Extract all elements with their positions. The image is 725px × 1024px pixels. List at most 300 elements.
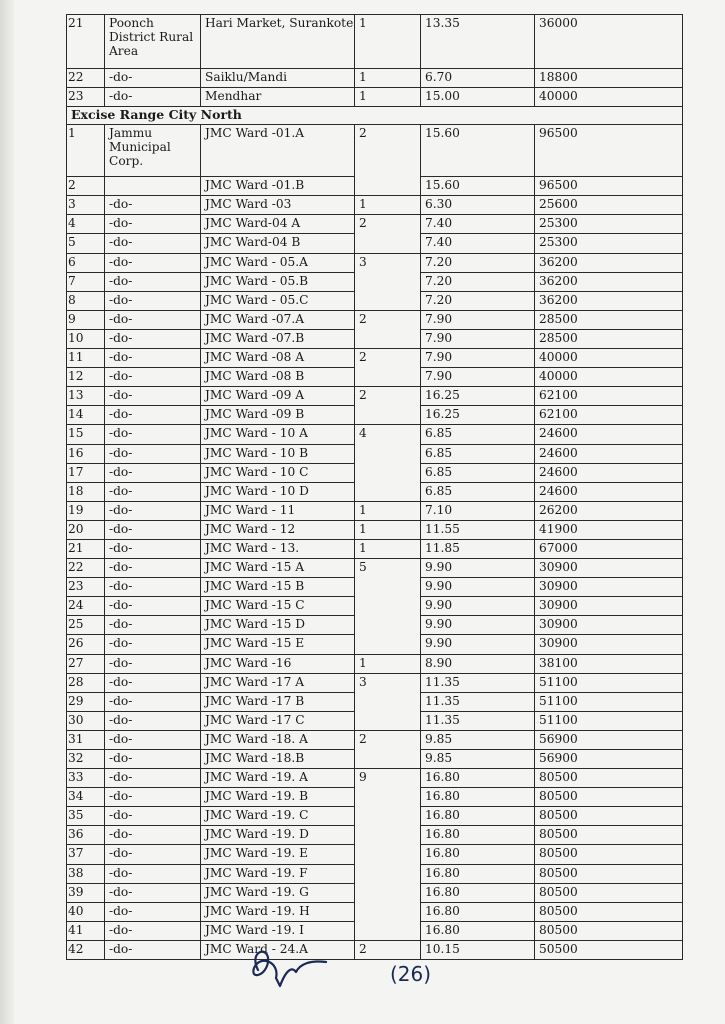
fee-cell: 62100 [535, 406, 683, 425]
location-cell: JMC Ward - 05.A [201, 253, 355, 272]
serial-number: 21 [67, 539, 105, 558]
count-cell [355, 750, 421, 769]
count-cell: 3 [355, 253, 421, 272]
location-cell: JMC Ward -15 D [201, 616, 355, 635]
serial-number: 9 [67, 310, 105, 329]
district-cell: -do- [105, 539, 201, 558]
fee-cell: 50500 [535, 940, 683, 959]
table-row [67, 234, 683, 253]
location-cell: JMC Ward - 05.B [201, 272, 355, 291]
value-cell: 9.85 [421, 730, 535, 749]
table-row [67, 788, 683, 807]
serial-number: 33 [67, 769, 105, 788]
fee-cell: 30900 [535, 559, 683, 578]
serial-number: 28 [67, 673, 105, 692]
location-cell: JMC Ward -19. I [201, 921, 355, 940]
value-cell: 9.90 [421, 635, 535, 654]
serial-number: 40 [67, 902, 105, 921]
count-cell: 2 [355, 125, 421, 177]
table-row [67, 616, 683, 635]
district-cell: -do- [105, 902, 201, 921]
table-row [67, 406, 683, 425]
count-cell: 1 [355, 69, 421, 88]
count-cell [355, 368, 421, 387]
fee-cell: 62100 [535, 387, 683, 406]
fee-cell: 36200 [535, 253, 683, 272]
count-cell [355, 902, 421, 921]
value-cell: 16.80 [421, 921, 535, 940]
fee-cell: 80500 [535, 769, 683, 788]
value-cell: 7.90 [421, 310, 535, 329]
fee-cell: 24600 [535, 463, 683, 482]
count-cell [355, 921, 421, 940]
value-cell: 9.90 [421, 578, 535, 597]
count-cell: 5 [355, 559, 421, 578]
fee-cell: 30900 [535, 635, 683, 654]
table-row [67, 69, 683, 88]
serial-number: 29 [67, 692, 105, 711]
count-cell: 1 [355, 501, 421, 520]
fee-cell: 80500 [535, 902, 683, 921]
district-cell: -do- [105, 501, 201, 520]
fee-cell: 24600 [535, 444, 683, 463]
value-cell: 16.80 [421, 788, 535, 807]
fee-cell: 80500 [535, 921, 683, 940]
district-cell: -do- [105, 310, 201, 329]
location-cell: JMC Ward -09 A [201, 387, 355, 406]
serial-number: 31 [67, 730, 105, 749]
serial-number: 23 [67, 578, 105, 597]
district-cell: -do- [105, 788, 201, 807]
count-cell: 1 [355, 539, 421, 558]
serial-number: 1 [67, 125, 105, 177]
fee-cell: 18800 [535, 69, 683, 88]
fee-cell: 24600 [535, 482, 683, 501]
table-row [67, 463, 683, 482]
value-cell: 16.80 [421, 864, 535, 883]
value-cell: 6.85 [421, 444, 535, 463]
table-row [67, 711, 683, 730]
count-cell [355, 234, 421, 253]
fee-cell: 28500 [535, 329, 683, 348]
serial-number: 22 [67, 559, 105, 578]
table-row [67, 196, 683, 215]
fee-cell: 30900 [535, 578, 683, 597]
location-cell: JMC Ward - 24.A [201, 940, 355, 959]
table-row [67, 387, 683, 406]
district-cell: -do- [105, 520, 201, 539]
count-cell: 3 [355, 673, 421, 692]
fee-cell: 25300 [535, 234, 683, 253]
table-row [67, 673, 683, 692]
table-row [67, 807, 683, 826]
fee-cell: 36200 [535, 272, 683, 291]
value-cell: 7.90 [421, 368, 535, 387]
section-title: Excise Range City North [67, 107, 683, 125]
value-cell: 7.20 [421, 291, 535, 310]
location-cell: JMC Ward -07.A [201, 310, 355, 329]
table-row [67, 902, 683, 921]
value-cell: 10.15 [421, 940, 535, 959]
value-cell: 11.85 [421, 539, 535, 558]
fee-cell: 38100 [535, 654, 683, 673]
serial-number: 5 [67, 234, 105, 253]
table-row [67, 883, 683, 902]
location-cell: JMC Ward -16 [201, 654, 355, 673]
count-cell [355, 635, 421, 654]
location-cell: JMC Ward -03 [201, 196, 355, 215]
count-cell [355, 444, 421, 463]
value-cell: 16.80 [421, 826, 535, 845]
district-cell: -do- [105, 482, 201, 501]
serial-number: 7 [67, 272, 105, 291]
serial-number: 3 [67, 196, 105, 215]
fee-cell: 51100 [535, 673, 683, 692]
district-cell: -do- [105, 425, 201, 444]
fee-cell: 56900 [535, 750, 683, 769]
section-row [67, 107, 683, 125]
district-cell: -do- [105, 692, 201, 711]
value-cell: 15.00 [421, 88, 535, 107]
location-cell: JMC Ward -18.B [201, 750, 355, 769]
fee-cell: 40000 [535, 368, 683, 387]
district-cell: Jammu Municipal Corp. [105, 125, 201, 177]
location-cell: JMC Ward - 05.C [201, 291, 355, 310]
count-cell [355, 845, 421, 864]
serial-number: 15 [67, 425, 105, 444]
table-row [67, 482, 683, 501]
count-cell [355, 692, 421, 711]
table-row [67, 597, 683, 616]
location-cell: JMC Ward -19. E [201, 845, 355, 864]
value-cell: 7.40 [421, 215, 535, 234]
serial-number: 24 [67, 597, 105, 616]
fee-cell: 25300 [535, 215, 683, 234]
serial-number: 6 [67, 253, 105, 272]
district-cell: -do- [105, 463, 201, 482]
fee-cell: 36200 [535, 291, 683, 310]
location-cell: JMC Ward - 13. [201, 539, 355, 558]
serial-number: 4 [67, 215, 105, 234]
district-cell: -do- [105, 921, 201, 940]
location-cell: JMC Ward -01.A [201, 125, 355, 177]
serial-number: 16 [67, 444, 105, 463]
value-cell: 15.60 [421, 177, 535, 196]
serial-number: 30 [67, 711, 105, 730]
value-cell: 9.90 [421, 616, 535, 635]
value-cell: 6.85 [421, 463, 535, 482]
location-cell: JMC Ward -19. H [201, 902, 355, 921]
district-cell: -do- [105, 215, 201, 234]
district-cell: -do- [105, 234, 201, 253]
location-cell: JMC Ward -17 C [201, 711, 355, 730]
fee-cell: 28500 [535, 310, 683, 329]
table-row [67, 501, 683, 520]
table-row [67, 730, 683, 749]
district-cell: -do- [105, 750, 201, 769]
count-cell: 9 [355, 769, 421, 788]
serial-number: 36 [67, 826, 105, 845]
district-cell: -do- [105, 826, 201, 845]
serial-number: 19 [67, 501, 105, 520]
fee-cell: 80500 [535, 845, 683, 864]
location-cell: JMC Ward -19. A [201, 769, 355, 788]
location-cell: JMC Ward-04 B [201, 234, 355, 253]
table-row [67, 692, 683, 711]
district-cell: -do- [105, 387, 201, 406]
value-cell: 16.80 [421, 769, 535, 788]
location-cell: JMC Ward -15 C [201, 597, 355, 616]
location-cell: JMC Ward -18. A [201, 730, 355, 749]
table-row [67, 654, 683, 673]
serial-number: 18 [67, 482, 105, 501]
value-cell: 9.90 [421, 597, 535, 616]
table-row [67, 559, 683, 578]
value-cell: 6.85 [421, 482, 535, 501]
district-cell: -do- [105, 883, 201, 902]
count-cell: 2 [355, 310, 421, 329]
count-cell [355, 406, 421, 425]
district-cell: -do- [105, 769, 201, 788]
serial-number: 41 [67, 921, 105, 940]
fee-cell: 41900 [535, 520, 683, 539]
count-cell [355, 711, 421, 730]
value-cell: 9.85 [421, 750, 535, 769]
value-cell: 6.30 [421, 196, 535, 215]
fee-cell: 80500 [535, 864, 683, 883]
table-row [67, 272, 683, 291]
table-row [67, 769, 683, 788]
value-cell: 16.80 [421, 883, 535, 902]
count-cell: 1 [355, 88, 421, 107]
serial-number: 27 [67, 654, 105, 673]
value-cell: 16.25 [421, 387, 535, 406]
value-cell: 15.60 [421, 125, 535, 177]
location-cell: Mendhar [201, 88, 355, 107]
count-cell [355, 826, 421, 845]
location-cell: JMC Ward -08 A [201, 349, 355, 368]
location-cell: JMC Ward -17 B [201, 692, 355, 711]
location-cell: JMC Ward -01.B [201, 177, 355, 196]
serial-number: 2 [67, 177, 105, 196]
district-cell: -do- [105, 329, 201, 348]
table-row [67, 425, 683, 444]
table-row [67, 125, 683, 177]
count-cell: 2 [355, 387, 421, 406]
value-cell: 11.35 [421, 692, 535, 711]
district-cell: -do- [105, 616, 201, 635]
fee-cell: 80500 [535, 883, 683, 902]
count-cell [355, 463, 421, 482]
table-row [67, 177, 683, 196]
count-cell [355, 272, 421, 291]
value-cell: 7.20 [421, 253, 535, 272]
count-cell [355, 291, 421, 310]
page-edge [0, 0, 14, 1024]
fee-cell: 80500 [535, 807, 683, 826]
serial-number: 38 [67, 864, 105, 883]
location-cell: JMC Ward-04 A [201, 215, 355, 234]
fee-cell: 80500 [535, 826, 683, 845]
location-cell: JMC Ward - 12 [201, 520, 355, 539]
value-cell: 7.20 [421, 272, 535, 291]
serial-number: 11 [67, 349, 105, 368]
serial-number: 39 [67, 883, 105, 902]
table-row [67, 750, 683, 769]
count-cell: 4 [355, 425, 421, 444]
district-cell: -do- [105, 654, 201, 673]
count-cell [355, 597, 421, 616]
count-cell [355, 883, 421, 902]
fee-cell: 56900 [535, 730, 683, 749]
value-cell: 11.35 [421, 711, 535, 730]
serial-number: 22 [67, 69, 105, 88]
district-cell: -do- [105, 711, 201, 730]
table-row [67, 578, 683, 597]
value-cell: 7.90 [421, 329, 535, 348]
value-cell: 6.85 [421, 425, 535, 444]
count-cell [355, 616, 421, 635]
table-row [67, 310, 683, 329]
serial-number: 42 [67, 940, 105, 959]
district-cell: -do- [105, 673, 201, 692]
table-row [67, 539, 683, 558]
count-cell [355, 788, 421, 807]
serial-number: 23 [67, 88, 105, 107]
location-cell: JMC Ward - 10 B [201, 444, 355, 463]
district-cell: -do- [105, 597, 201, 616]
district-cell [105, 177, 201, 196]
location-cell: Hari Market, Surankote [201, 15, 355, 69]
count-cell: 1 [355, 520, 421, 539]
count-cell: 1 [355, 15, 421, 69]
location-cell: JMC Ward - 10 C [201, 463, 355, 482]
serial-number: 17 [67, 463, 105, 482]
fee-cell: 36000 [535, 15, 683, 69]
fee-cell: 80500 [535, 788, 683, 807]
fee-cell: 26200 [535, 501, 683, 520]
fee-cell: 40000 [535, 349, 683, 368]
count-cell: 2 [355, 215, 421, 234]
value-cell: 11.55 [421, 520, 535, 539]
district-cell: -do- [105, 69, 201, 88]
fee-cell: 96500 [535, 125, 683, 177]
serial-number: 32 [67, 750, 105, 769]
location-cell: JMC Ward - 10 A [201, 425, 355, 444]
table-row [67, 444, 683, 463]
district-cell: -do- [105, 578, 201, 597]
district-cell: -do- [105, 196, 201, 215]
fee-cell: 96500 [535, 177, 683, 196]
count-cell [355, 578, 421, 597]
value-cell: 16.80 [421, 902, 535, 921]
location-cell: JMC Ward -19. C [201, 807, 355, 826]
serial-number: 14 [67, 406, 105, 425]
fee-cell: 51100 [535, 692, 683, 711]
location-cell: JMC Ward -19. F [201, 864, 355, 883]
table-row [67, 349, 683, 368]
page-number: (26) [390, 962, 432, 986]
location-cell: JMC Ward - 10 D [201, 482, 355, 501]
count-cell [355, 864, 421, 883]
value-cell: 16.25 [421, 406, 535, 425]
district-cell: -do- [105, 349, 201, 368]
value-cell: 6.70 [421, 69, 535, 88]
district-cell: -do- [105, 635, 201, 654]
serial-number: 35 [67, 807, 105, 826]
fee-cell: 40000 [535, 88, 683, 107]
district-cell: -do- [105, 88, 201, 107]
value-cell: 8.90 [421, 654, 535, 673]
serial-number: 26 [67, 635, 105, 654]
count-cell: 1 [355, 654, 421, 673]
count-cell: 2 [355, 349, 421, 368]
location-cell: JMC Ward -19. G [201, 883, 355, 902]
district-cell: -do- [105, 807, 201, 826]
district-cell: -do- [105, 253, 201, 272]
table-row [67, 215, 683, 234]
district-cell: -do- [105, 845, 201, 864]
table-row [67, 368, 683, 387]
table-row [67, 15, 683, 69]
value-cell: 11.35 [421, 673, 535, 692]
location-cell: JMC Ward -17 A [201, 673, 355, 692]
district-cell: -do- [105, 940, 201, 959]
serial-number: 13 [67, 387, 105, 406]
location-cell: JMC Ward -19. D [201, 826, 355, 845]
district-cell: -do- [105, 864, 201, 883]
count-cell [355, 177, 421, 196]
location-cell: JMC Ward -15 A [201, 559, 355, 578]
table-row [67, 291, 683, 310]
value-cell: 7.90 [421, 349, 535, 368]
count-cell [355, 807, 421, 826]
district-cell: -do- [105, 291, 201, 310]
location-cell: JMC Ward - 11 [201, 501, 355, 520]
location-cell: Saiklu/Mandi [201, 69, 355, 88]
value-cell: 16.80 [421, 845, 535, 864]
value-cell: 7.10 [421, 501, 535, 520]
table-row [67, 826, 683, 845]
count-cell: 2 [355, 730, 421, 749]
fee-cell: 24600 [535, 425, 683, 444]
serial-number: 37 [67, 845, 105, 864]
value-cell: 9.90 [421, 559, 535, 578]
location-cell: JMC Ward -15 E [201, 635, 355, 654]
fee-cell: 25600 [535, 196, 683, 215]
count-cell: 1 [355, 196, 421, 215]
fee-cell: 30900 [535, 597, 683, 616]
fee-cell: 51100 [535, 711, 683, 730]
table-row [67, 864, 683, 883]
district-cell: -do- [105, 272, 201, 291]
serial-number: 12 [67, 368, 105, 387]
district-cell: Poonch District Rural Area [105, 15, 201, 69]
table-row [67, 921, 683, 940]
value-cell: 16.80 [421, 807, 535, 826]
serial-number: 10 [67, 329, 105, 348]
table-row [67, 635, 683, 654]
fee-cell: 30900 [535, 616, 683, 635]
count-cell [355, 329, 421, 348]
serial-number: 34 [67, 788, 105, 807]
table-row [67, 253, 683, 272]
value-cell: 13.35 [421, 15, 535, 69]
signature-mark [240, 940, 330, 990]
location-cell: JMC Ward -08 B [201, 368, 355, 387]
serial-number: 21 [67, 15, 105, 69]
location-cell: JMC Ward -09 B [201, 406, 355, 425]
